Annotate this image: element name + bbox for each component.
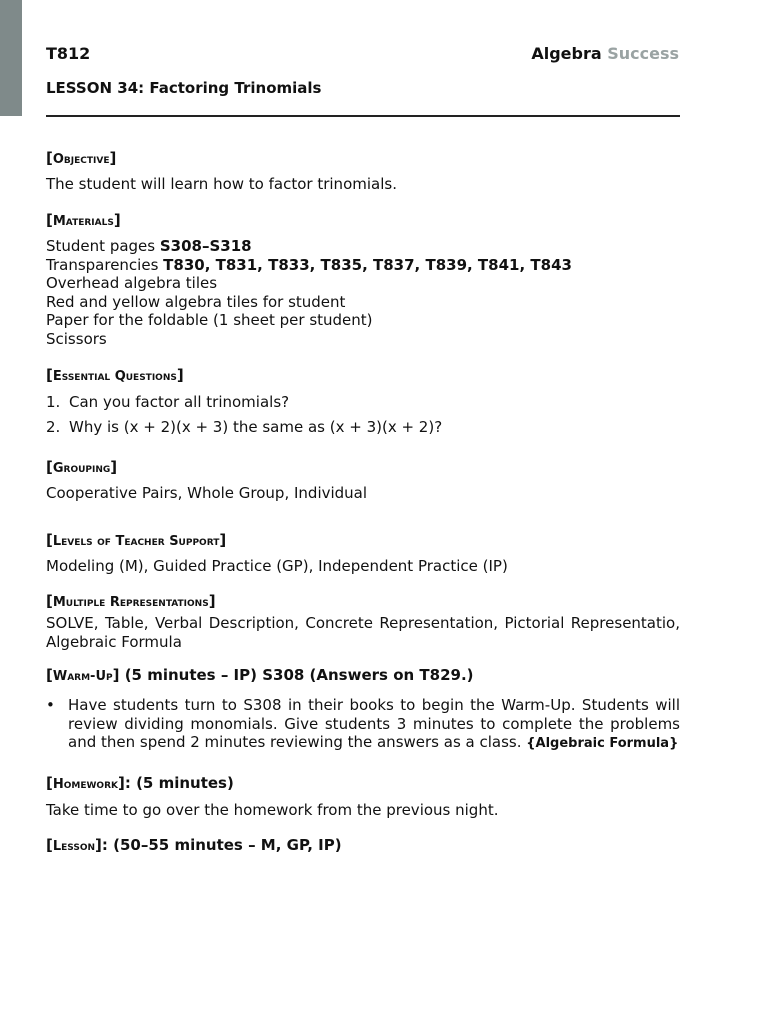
representations-text: SOLVE, Table, Verbal Description, Concrete Representation, Pictorial Representatio, Algebraic Formula bbox=[46, 614, 680, 651]
material-item: Overhead algebra tiles bbox=[46, 274, 218, 292]
lesson-heading: [Lesson]: (50–55 minutes – M, GP, IP) bbox=[46, 836, 342, 854]
representations-heading: [Multiple Representations] bbox=[46, 592, 216, 610]
material-item: Red and yellow algebra tiles for student bbox=[46, 292, 346, 311]
objective-section bbox=[46, 149, 680, 194]
question-item: 2. Why is (x + 2)(x + 3) the same as (x + 3)(x + 2)? bbox=[46, 417, 443, 436]
lesson-title: LESSON 34: Factoring Trinomials bbox=[46, 79, 322, 97]
warmup-heading: [Warm-Up] (5 minutes – IP) S308 (Answers on T829.) bbox=[46, 666, 474, 684]
side-tab bbox=[0, 0, 22, 116]
representations-section bbox=[46, 592, 680, 651]
essential-questions-heading: [Essential Questions] bbox=[46, 366, 184, 384]
grouping-section bbox=[46, 458, 680, 503]
header-divider bbox=[46, 115, 680, 117]
warmup-tag: {Algebraic Formula} bbox=[526, 736, 679, 751]
page-code: T812 bbox=[46, 44, 91, 63]
material-item: Student pages S308–S318 bbox=[46, 237, 252, 255]
teacher-support-heading: [Levels of Teacher Support] bbox=[46, 531, 227, 549]
warmup-bullet-item bbox=[46, 696, 680, 754]
grouping-heading: [Grouping] bbox=[46, 458, 118, 476]
essential-questions-list bbox=[46, 393, 680, 442]
warmup-text: Have students turn to S308 in their books to begin the Warm-Up. Students will review dividing monomials. Give students 3 minutes to complete the problems and then spend 2 minutes reviewing the answers as a class. bbox=[68, 696, 680, 751]
homework-text: Take time to go over the homework from the previous night. bbox=[46, 801, 499, 819]
brand-title bbox=[531, 44, 679, 63]
teacher-support-section bbox=[46, 531, 680, 576]
teacher-support-text: Modeling (M), Guided Practice (GP), Independent Practice (IP) bbox=[46, 557, 508, 575]
homework-section bbox=[46, 774, 680, 820]
objective-text: The student will learn how to factor trinomials. bbox=[46, 175, 397, 193]
homework-heading: [Homework]: (5 minutes) bbox=[46, 774, 234, 792]
brand-accent: Success bbox=[607, 44, 679, 63]
essential-questions-section bbox=[46, 366, 680, 442]
question-item: 1. Can you factor all trinomials? bbox=[46, 393, 290, 411]
bullet-icon: • bbox=[46, 696, 55, 714]
materials-list bbox=[46, 237, 680, 348]
materials-section bbox=[46, 211, 680, 348]
brand-word: Algebra bbox=[531, 44, 602, 63]
material-item: Paper for the foldable (1 sheet per student) bbox=[46, 311, 373, 329]
grouping-text: Cooperative Pairs, Whole Group, Individual bbox=[46, 484, 368, 502]
material-item: Scissors bbox=[46, 329, 107, 348]
warmup-section bbox=[46, 666, 680, 754]
lesson-section bbox=[46, 836, 680, 856]
objective-heading: [Objective] bbox=[46, 149, 117, 167]
materials-heading: [Materials] bbox=[46, 211, 121, 229]
material-item: Transparencies T830, T831, T833, T835, T837, T839, T841, T843 bbox=[46, 255, 572, 274]
